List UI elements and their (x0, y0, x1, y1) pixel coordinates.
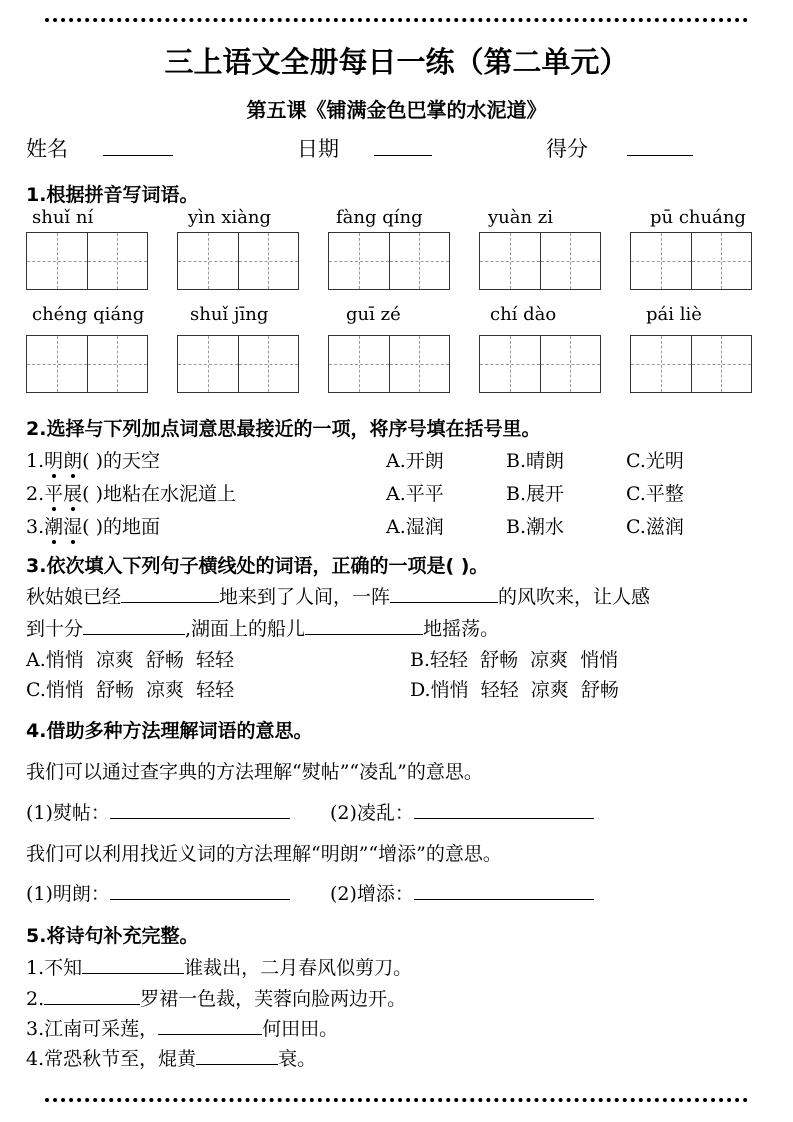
q1-pinyin: pái liè (646, 304, 702, 325)
q1-pinyin: guī zé (346, 304, 401, 325)
poem-text: 谁裁出，二月春风似剪刀。 (184, 957, 413, 979)
score-blank[interactable] (627, 133, 693, 156)
q1-pinyin: pū chuáng (650, 207, 746, 228)
q2-item (26, 512, 160, 539)
poem-text: 2. (26, 988, 45, 1010)
q2-item (26, 479, 236, 506)
answer-blank[interactable] (414, 879, 594, 900)
item-text: ( )地粘在水泥道上 (82, 483, 237, 505)
fill-blank[interactable] (390, 582, 498, 603)
dotted-char: 平 (44, 479, 63, 506)
q1-answer-grid[interactable] (328, 232, 450, 290)
q1-pinyin: fàng qíng (336, 207, 423, 228)
dotted-char: 展 (63, 479, 82, 506)
q3-heading: 3.依次填入下列句子横线处的词语，正确的一项是( )。 (26, 555, 489, 577)
q2-option-a[interactable]: A.平平 (386, 483, 444, 505)
item-number: 3. (26, 516, 45, 538)
lesson-subtitle: 第五课《铺满金色巴掌的水泥道》 (246, 98, 547, 122)
score-field (546, 133, 693, 163)
answer-label: (1)明朗： (26, 883, 110, 905)
q4-heading: 4.借助多种方法理解词语的意思。 (26, 720, 313, 742)
poem-blank[interactable] (82, 953, 184, 974)
q3-sentence-line2 (26, 614, 499, 641)
q5-line-2 (26, 984, 406, 1011)
q2-option-a[interactable]: A.开朗 (386, 450, 444, 472)
q1-pinyin: yìn xiàng (188, 207, 271, 228)
q3-option-c[interactable]: C.悄悄 舒畅 凉爽 轻轻 (26, 679, 235, 701)
sentence-text: 到十分 (26, 618, 84, 640)
poem-text: 衰。 (278, 1048, 317, 1070)
top-dotted-border (45, 18, 748, 22)
q1-pinyin: chí dào (490, 304, 557, 325)
answer-blank[interactable] (110, 798, 290, 819)
bottom-dotted-border (45, 1098, 748, 1102)
q4-answer-4 (330, 879, 594, 906)
sentence-text: 的风吹来，让人感 (498, 586, 651, 608)
q5-line-1 (26, 953, 412, 980)
page-title: 三上语文全册每日一练（第二单元） (164, 45, 629, 79)
q1-answer-grid[interactable] (26, 232, 148, 290)
q3-sentence-line1 (26, 582, 650, 609)
poem-text: 罗裙一色裁，芙蓉向脸两边开。 (140, 988, 407, 1010)
q4-answer-1 (26, 798, 290, 825)
q4-answer-3 (26, 879, 290, 906)
answer-label: (2)凌乱： (330, 802, 414, 824)
dotted-char: 潮 (44, 512, 63, 539)
q1-answer-grid[interactable] (26, 335, 148, 393)
poem-blank[interactable] (158, 1014, 262, 1035)
q1-answer-grid[interactable] (177, 232, 299, 290)
q1-answer-grid[interactable] (479, 335, 601, 393)
q5-heading: 5.将诗句补充完整。 (26, 925, 199, 947)
q2-option-b[interactable]: B.晴朗 (506, 450, 565, 472)
dotted-char: 朗 (63, 446, 82, 473)
item-text: ( )的天空 (82, 450, 161, 472)
q1-pinyin: chéng qiáng (32, 304, 145, 325)
q1-answer-grid[interactable] (328, 335, 450, 393)
sentence-text: ,湖面上的船儿 (185, 618, 306, 640)
q2-item (26, 446, 160, 473)
sentence-text: 秋姑娘已经 (26, 586, 122, 608)
item-number: 1. (26, 450, 45, 472)
dotted-char: 明 (44, 446, 63, 473)
poem-blank[interactable] (196, 1044, 278, 1065)
q2-option-c[interactable]: C.平整 (626, 483, 684, 505)
q1-pinyin: shuǐ jīng (190, 304, 269, 325)
date-field (297, 133, 432, 163)
poem-text: 何田田。 (262, 1018, 339, 1040)
q5-line-4 (26, 1044, 316, 1071)
name-blank[interactable] (103, 133, 173, 156)
answer-blank[interactable] (110, 879, 290, 900)
name-field (26, 133, 173, 163)
q2-option-b[interactable]: B.潮水 (506, 516, 565, 538)
sentence-text: 地来到了人间，一阵 (219, 586, 391, 608)
q1-heading: 1.根据拼音写词语。 (26, 184, 199, 206)
item-text: ( )的地面 (82, 516, 161, 538)
poem-text: 3.江南可采莲， (26, 1018, 159, 1040)
q5-line-3 (26, 1014, 338, 1041)
answer-blank[interactable] (414, 798, 594, 819)
fill-blank[interactable] (305, 614, 423, 635)
date-blank[interactable] (374, 133, 432, 156)
poem-text: 4.常恐秋节至，焜黄 (26, 1048, 197, 1070)
q4-answer-2 (330, 798, 594, 825)
q3-option-b[interactable]: B.轻轻 舒畅 凉爽 悄悄 (410, 649, 619, 671)
q2-option-a[interactable]: A.湿润 (386, 516, 444, 538)
q1-pinyin: yuàn zi (488, 207, 554, 228)
score-label: 得分 (546, 137, 588, 162)
item-number: 2. (26, 483, 45, 505)
q2-option-c[interactable]: C.滋润 (626, 516, 684, 538)
q1-pinyin: shuǐ ní (32, 207, 94, 228)
q3-option-d[interactable]: D.悄悄 轻轻 凉爽 舒畅 (410, 679, 619, 701)
q4-paragraph-1: 我们可以通过查字典的方法理解“熨帖”“凌乱”的意思。 (26, 761, 483, 783)
fill-blank[interactable] (121, 582, 219, 603)
q2-option-c[interactable]: C.光明 (626, 450, 684, 472)
q2-heading: 2.选择与下列加点词意思最接近的一项，将序号填在括号里。 (26, 418, 541, 440)
name-label: 姓名 (26, 137, 68, 162)
sentence-text: 地摇荡。 (423, 618, 500, 640)
q2-option-b[interactable]: B.展开 (506, 483, 565, 505)
q4-paragraph-2: 我们可以利用找近义词的方法理解“明朗”“增添”的意思。 (26, 843, 502, 865)
q1-answer-grid[interactable] (630, 232, 752, 290)
answer-label: (2)增添： (330, 883, 414, 905)
q3-option-a[interactable]: A.悄悄 凉爽 舒畅 轻轻 (26, 649, 234, 671)
dotted-char: 湿 (63, 512, 82, 539)
q1-answer-grid[interactable] (630, 335, 752, 393)
poem-blank[interactable] (44, 984, 140, 1005)
fill-blank[interactable] (83, 614, 185, 635)
q1-answer-grid[interactable] (177, 335, 299, 393)
q1-answer-grid[interactable] (479, 232, 601, 290)
poem-text: 1.不知 (26, 957, 83, 979)
date-label: 日期 (297, 137, 339, 162)
answer-label: (1)熨帖： (26, 802, 110, 824)
